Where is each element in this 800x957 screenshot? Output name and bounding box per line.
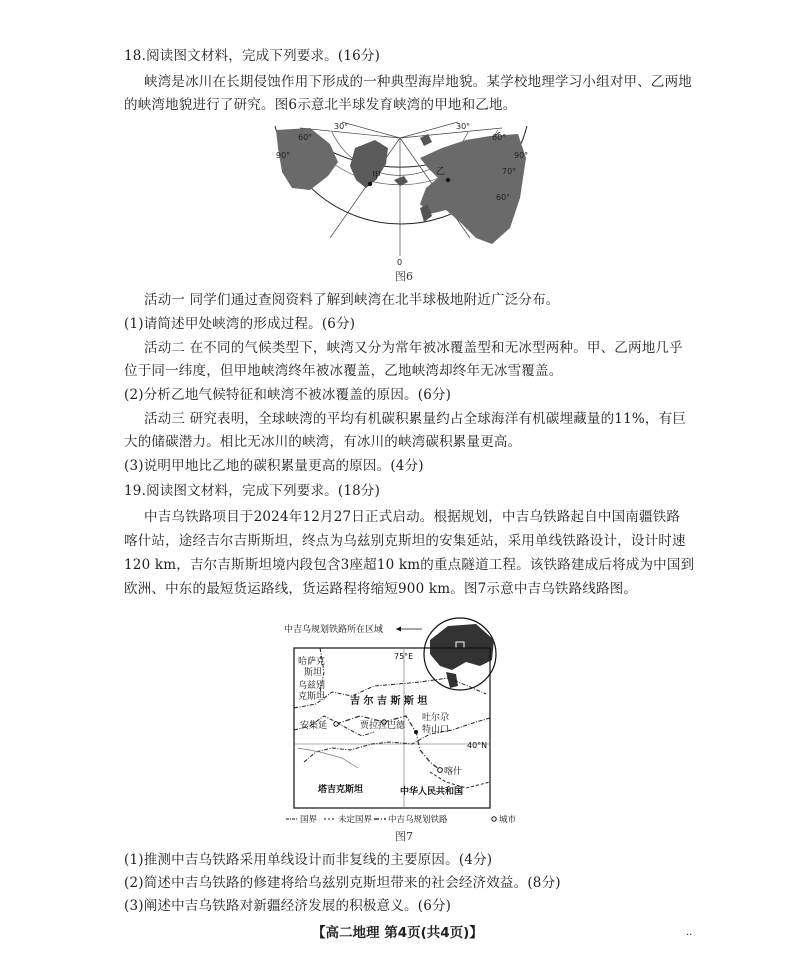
q18-activity3-line1: 活动三 研究表明，全球峡湾的平均有机碳积累量约占全球海洋有机碳埋藏量的11%，有巨 (144, 411, 686, 427)
legend-border: 国界 (300, 815, 318, 824)
legend-undefined-border: 未定国界 (338, 815, 373, 824)
q19-subquestion1: (1)推测中吉乌铁路采用单线设计而非复线的主要原因。(4分) (124, 852, 493, 868)
figure6-polar-map (270, 118, 532, 268)
figure7-railway-map (280, 612, 525, 824)
svg-text:60°: 60° (492, 133, 507, 142)
q19-subquestion3: (3)阐述中吉乌铁路对新疆经济发展的积极意义。(6分) (124, 898, 452, 914)
torugart-label-2: 特山口 (422, 725, 450, 735)
svg-text:70°: 70° (502, 167, 517, 176)
yi-label: 乙 (436, 167, 446, 177)
torugart-label-1: 吐尔尕 (422, 713, 450, 723)
legend-city: 城市 (499, 815, 517, 824)
corner-mark: ·· (686, 930, 693, 941)
svg-text:30°: 30° (334, 122, 349, 131)
svg-text:60°: 60° (496, 193, 511, 202)
jalalabad-label: 贾拉拉巴德 (360, 721, 406, 731)
q18-intro-line2: 的峡湾地貌进行了研究。图6示意北半球发育峡湾的甲地和乙地。 (124, 97, 517, 113)
q19-intro-line2: 喀什站，途经吉尔吉斯斯坦，终点为乌兹别克斯坦的安集延站，采用单线铁路设计，设计时速 (124, 533, 686, 549)
q18-activity2-line1: 活动二 在不同的气候类型下，峡湾又分为常年被冰覆盖型和无冰型两种。甲、乙两地几乎 (144, 340, 683, 356)
q19-intro-line3: 120 km，吉尔吉斯斯坦境内段包含3座超10 km的重点隧道工程。该铁路建成后将成为中国到 (124, 557, 695, 573)
kyrgyzstan-label: 吉 尔 吉 斯 斯 坦 (350, 696, 428, 707)
q18-activity3-line2: 大的储碳潜力。相比无冰川的峡湾，有冰川的峡湾碳积累量更高。 (124, 434, 522, 450)
svg-text:30°: 30° (456, 122, 471, 131)
q19-heading: 19.阅读图文材料，完成下列要求。(18分) (124, 483, 381, 499)
region-note: 中吉乌规划铁路所在区域 (284, 625, 384, 635)
uzbekistan-label-2: 克斯坦 (298, 692, 326, 702)
q18-subquestion2: (2)分析乙地气候特征和峡湾不被冰覆盖的原因。(6分) (124, 387, 452, 403)
kazakhstan-label-2: 斯坦 (304, 668, 323, 678)
china-label: 中华人民共和国 (400, 787, 464, 797)
legend-railway: 中吉乌规划铁路 (388, 815, 448, 824)
kashgar-label: 喀什 (444, 767, 463, 777)
tajikistan-label: 塔吉克斯坦 (318, 785, 364, 795)
figure7-caption: 图7 (395, 830, 413, 843)
svg-text:60°: 60° (298, 133, 313, 142)
q18-activity1: 活动一 同学们通过查阅资料了解到峡湾在北半球极地附近广泛分布。 (144, 292, 560, 308)
page-footer: 【高二地理 第4页(共4页)】 (312, 925, 483, 941)
uzbekistan-label-1: 乌兹别 (298, 681, 326, 691)
figure6-caption: 图6 (395, 270, 413, 283)
svg-text:90°: 90° (514, 151, 529, 160)
q18-activity2-line2: 位于同一纬度，但甲地峡湾终年被冰覆盖，乙地峡湾却终年无冰雪覆盖。 (124, 363, 563, 379)
q19-intro-line4: 欧洲、中东的最短货运路线，货运路程将缩短900 km。图7示意中吉乌铁路线路图。 (124, 581, 638, 597)
svg-text:40°N: 40°N (467, 741, 488, 750)
q19-intro-line1: 中吉乌铁路项目于2024年12月27日正式启动。根据规划，中吉乌铁路起自中国南疆铁路 (144, 509, 681, 525)
svg-text:90°: 90° (276, 151, 291, 160)
svg-text:0: 0 (397, 258, 403, 267)
kazakhstan-label-1: 哈萨克 (298, 657, 326, 667)
q18-intro-line1: 峡湾是冰川在长期侵蚀作用下形成的一种典型海岸地貌。某学校地理学习小组对甲、乙两地 (144, 74, 692, 90)
q18-heading: 18.阅读图文材料，完成下列要求。(16分) (124, 48, 381, 64)
q19-subquestion2: (2)简述中吉乌铁路的修建将给乌兹别克斯坦带来的社会经济效益。(8分) (124, 875, 561, 891)
svg-text:75°E: 75°E (394, 652, 414, 661)
andijan-label: 安集延 (300, 721, 328, 731)
jia-label: 甲 (372, 171, 382, 181)
q18-subquestion3: (3)说明甲地比乙地的碳积累量更高的原因。(4分) (124, 458, 424, 474)
q18-subquestion1: (1)请简述甲处峡湾的形成过程。(6分) (124, 316, 356, 332)
